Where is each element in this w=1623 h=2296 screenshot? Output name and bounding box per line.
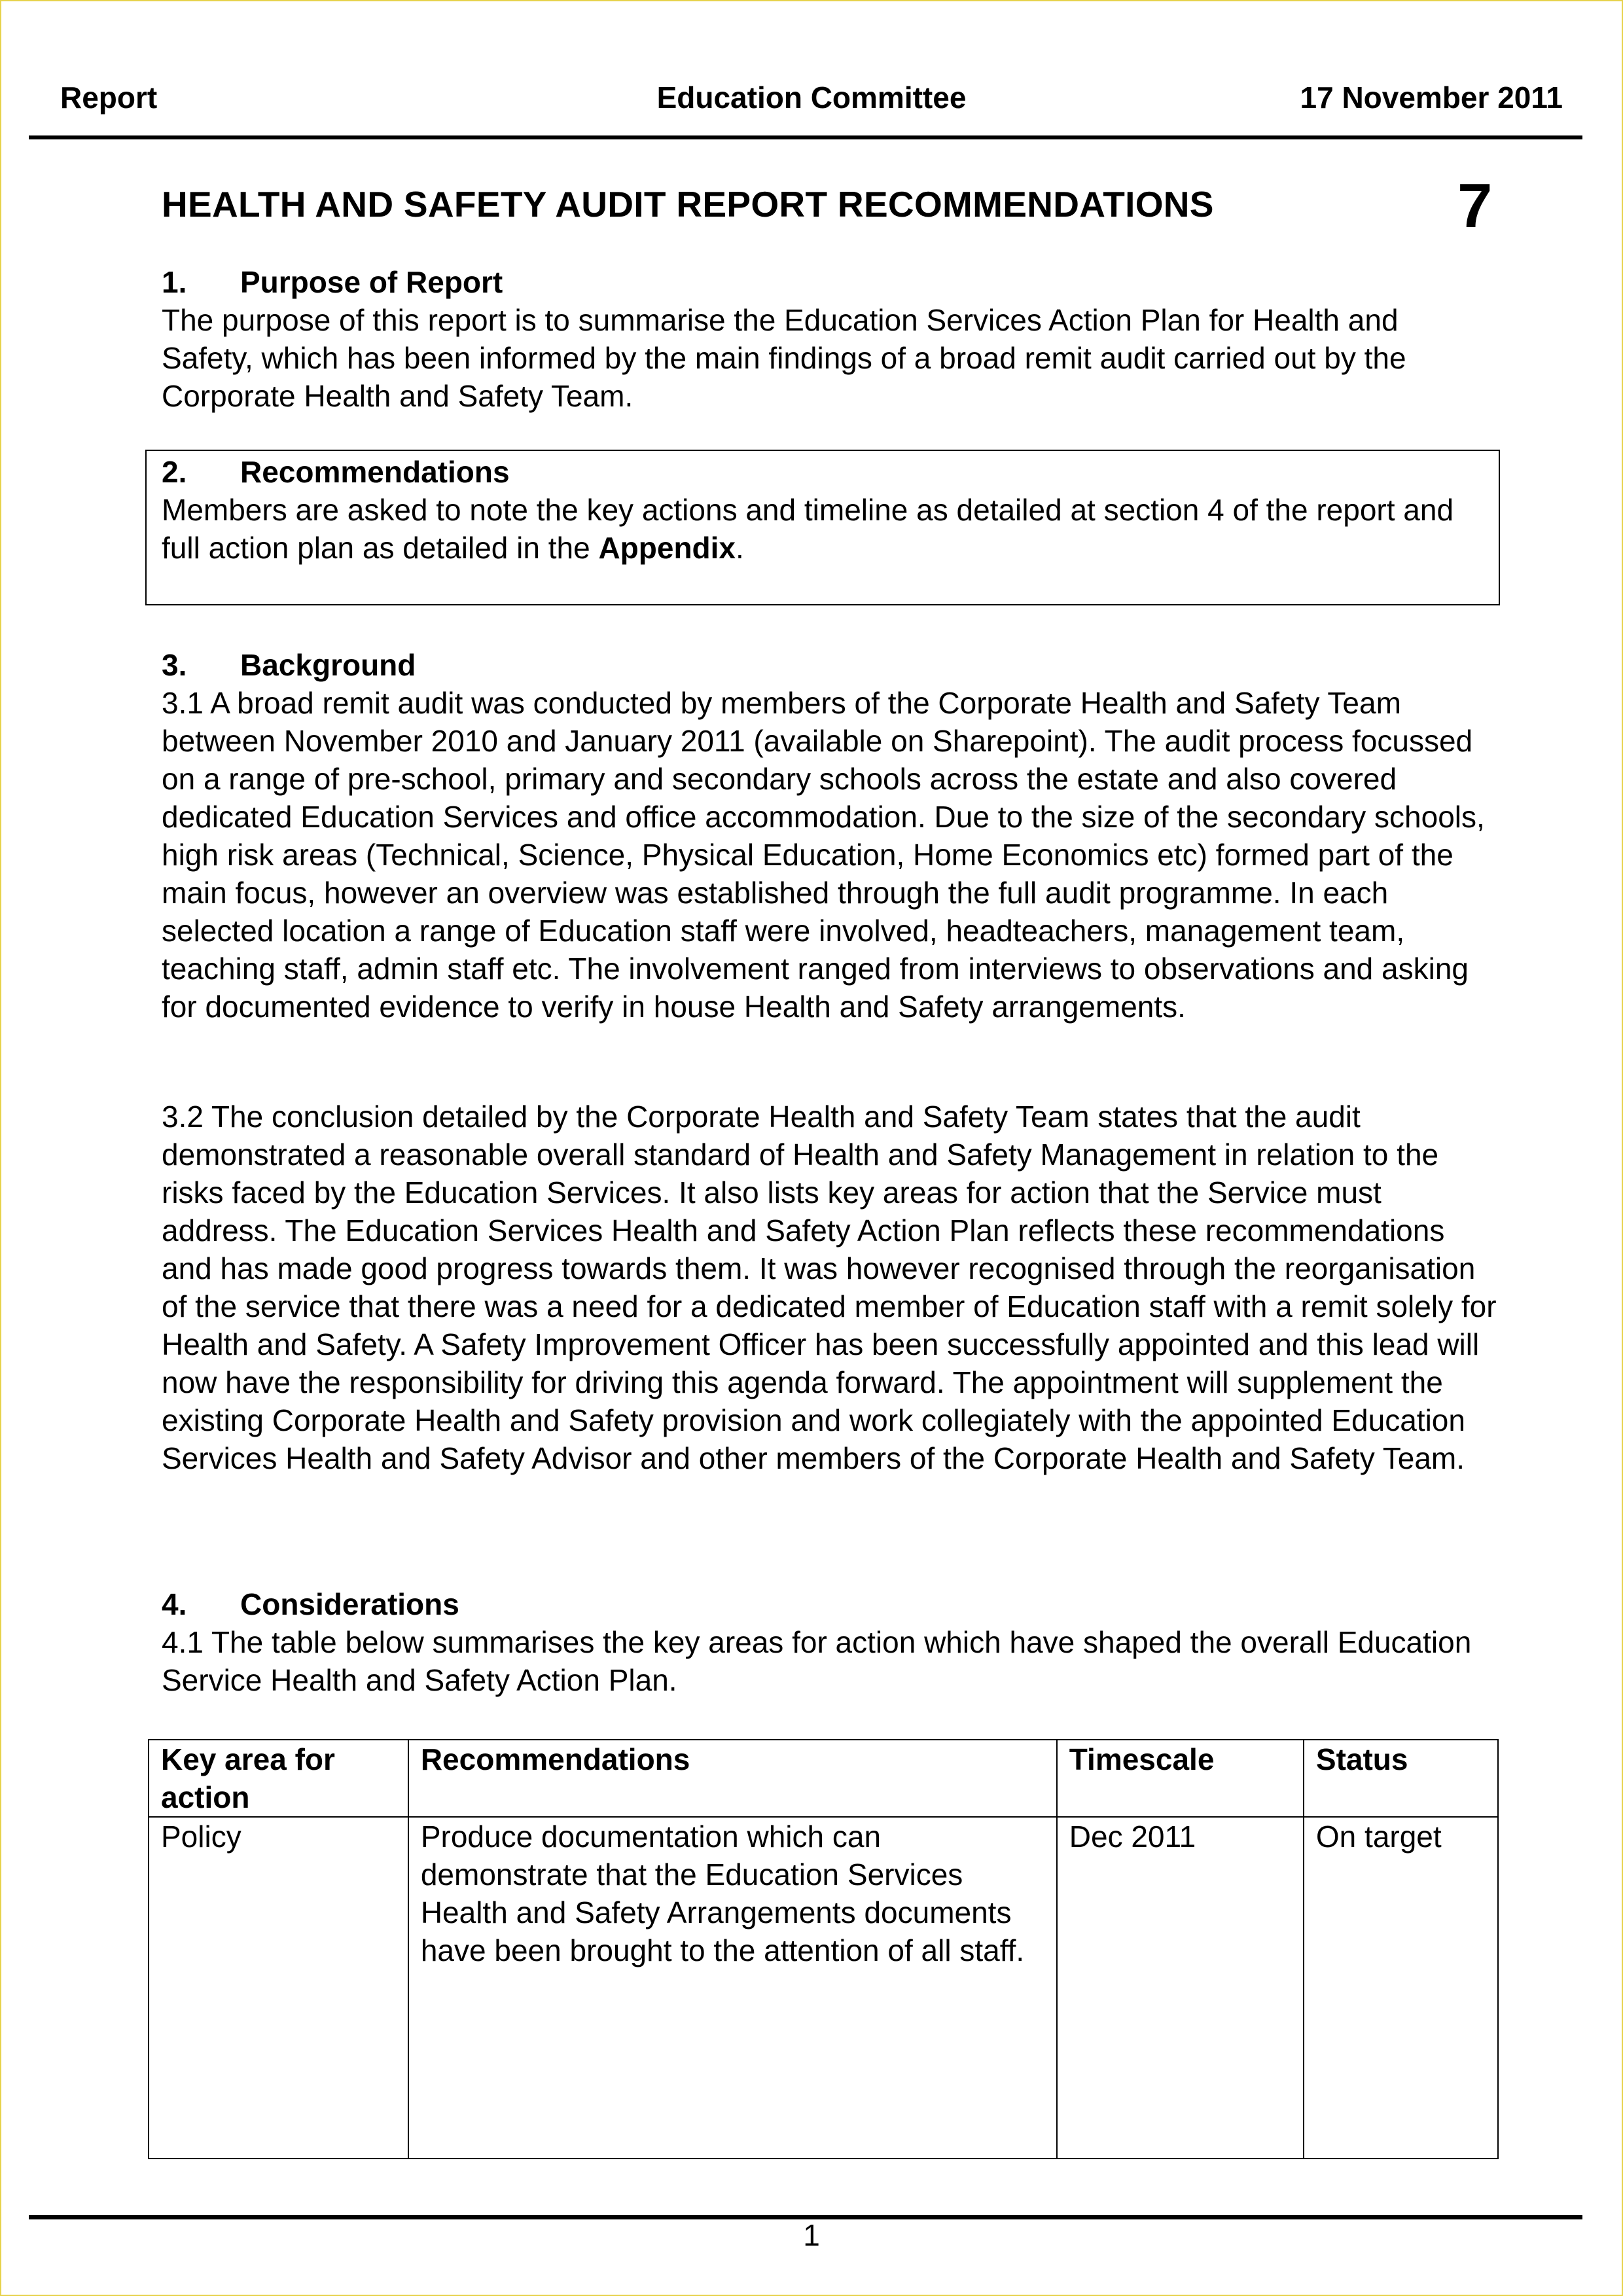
section-background bbox=[162, 646, 1497, 1026]
appendix-reference: Appendix bbox=[598, 531, 736, 565]
header-report-label: Report bbox=[60, 81, 158, 115]
section-recommendations bbox=[162, 453, 1497, 567]
paragraph-4-1: 4.1 The table below summarises the key areas for action which have shaped the overall Education Service Health and Safety Action Plan. bbox=[162, 1625, 1472, 1697]
paragraph-3-1: 3.1 A broad remit audit was conducted by members of the Corporate Health and Safety Team between November 2010 and January 2011 (available on Sharepoint). The audit process focussed on a range of pre-school, primary and secondary schools across the estate and also covered dedicated Education Services and office accommodation. Due to the size of the secondary schools, high risk areas (Technical, Science, Physical Education, Home Economics etc) formed part of the main focus, however an overview was established through the full audit programme. In each selected location a range of Education staff were involved, headteachers, management team, teaching staff, admin staff etc. The involvement ranged from interviews to observations and asking for documented evidence to verify in house Health and Safety arrangements. bbox=[162, 686, 1485, 1024]
section-background-continued bbox=[162, 1098, 1497, 1477]
report-title: HEALTH AND SAFETY AUDIT REPORT RECOMMENDATIONS bbox=[162, 184, 1214, 224]
paragraph-3-2: 3.2 The conclusion detailed by the Corporate Health and Safety Team states that the audit demonstrated a reasonable overall standard of Health and Safety Management in relation to the risks faced by the Education Services. It also lists key areas for action that the Service must address. The Education Services Health and Safety Action Plan reflects these recommendations and has made good progress towards them. It was however recognised through the reorganisation of the service that there was a need for a dedicated member of Education staff with a remit solely for Health and Safety. A Safety Improvement Officer has been successfully appointed and this lead will now have the responsibility for driving this agenda forward. The appointment will supplement the existing Corporate Health and Safety provision and work collegiately with the appointed Education Services Health and Safety Advisor and other members of the Corporate Health and Safety Team. bbox=[162, 1100, 1497, 1475]
section-heading bbox=[162, 453, 1497, 491]
section-number: 3. bbox=[162, 648, 187, 682]
column-header: Timescale bbox=[1057, 1740, 1304, 1817]
table-row bbox=[149, 1817, 1498, 2159]
section-number: 4. bbox=[162, 1587, 187, 1621]
section-body bbox=[162, 491, 1497, 567]
action-areas-table bbox=[148, 1739, 1499, 2159]
table-cell: On target bbox=[1304, 1817, 1498, 2159]
header-rule bbox=[29, 135, 1582, 139]
section-heading bbox=[162, 646, 1497, 684]
section-purpose bbox=[162, 263, 1497, 415]
section-body: The purpose of this report is to summarise the Education Services Action Plan for Health and Safety, which has been informed by the main findings of a broad remit audit carried out by the Corporate Health and Safety Team. bbox=[162, 303, 1406, 413]
section-heading bbox=[162, 1585, 1497, 1623]
agenda-item-number: 7 bbox=[1457, 171, 1493, 241]
section-title: Considerations bbox=[240, 1587, 459, 1621]
section-title: Purpose of Report bbox=[240, 265, 503, 299]
column-header: Key area for action bbox=[149, 1740, 408, 1817]
table-cell: Produce documentation which can demonstrate that the Education Services Health and Safety Arrangements documents have been brought to the attention of all staff. bbox=[408, 1817, 1057, 2159]
body-text-end: . bbox=[736, 531, 744, 565]
column-header: Status bbox=[1304, 1740, 1498, 1817]
header-committee: Education Committee bbox=[656, 81, 967, 115]
table-cell: Policy bbox=[149, 1817, 408, 2159]
section-number: 2. bbox=[162, 455, 187, 489]
header-date: 17 November 2011 bbox=[1300, 81, 1563, 115]
section-heading bbox=[162, 263, 1497, 301]
page-number: 1 bbox=[803, 2218, 820, 2252]
table-header-row bbox=[149, 1740, 1498, 1817]
section-title: Recommendations bbox=[240, 455, 510, 489]
page-header bbox=[60, 80, 1563, 115]
table-cell: Dec 2011 bbox=[1057, 1817, 1304, 2159]
section-considerations bbox=[162, 1585, 1497, 1699]
body-text: Members are asked to note the key actions and timeline as detailed at section 4 of the report and full action plan as detailed in the bbox=[162, 493, 1454, 565]
column-header: Recommendations bbox=[408, 1740, 1057, 1817]
section-number: 1. bbox=[162, 265, 187, 299]
section-title: Background bbox=[240, 648, 416, 682]
